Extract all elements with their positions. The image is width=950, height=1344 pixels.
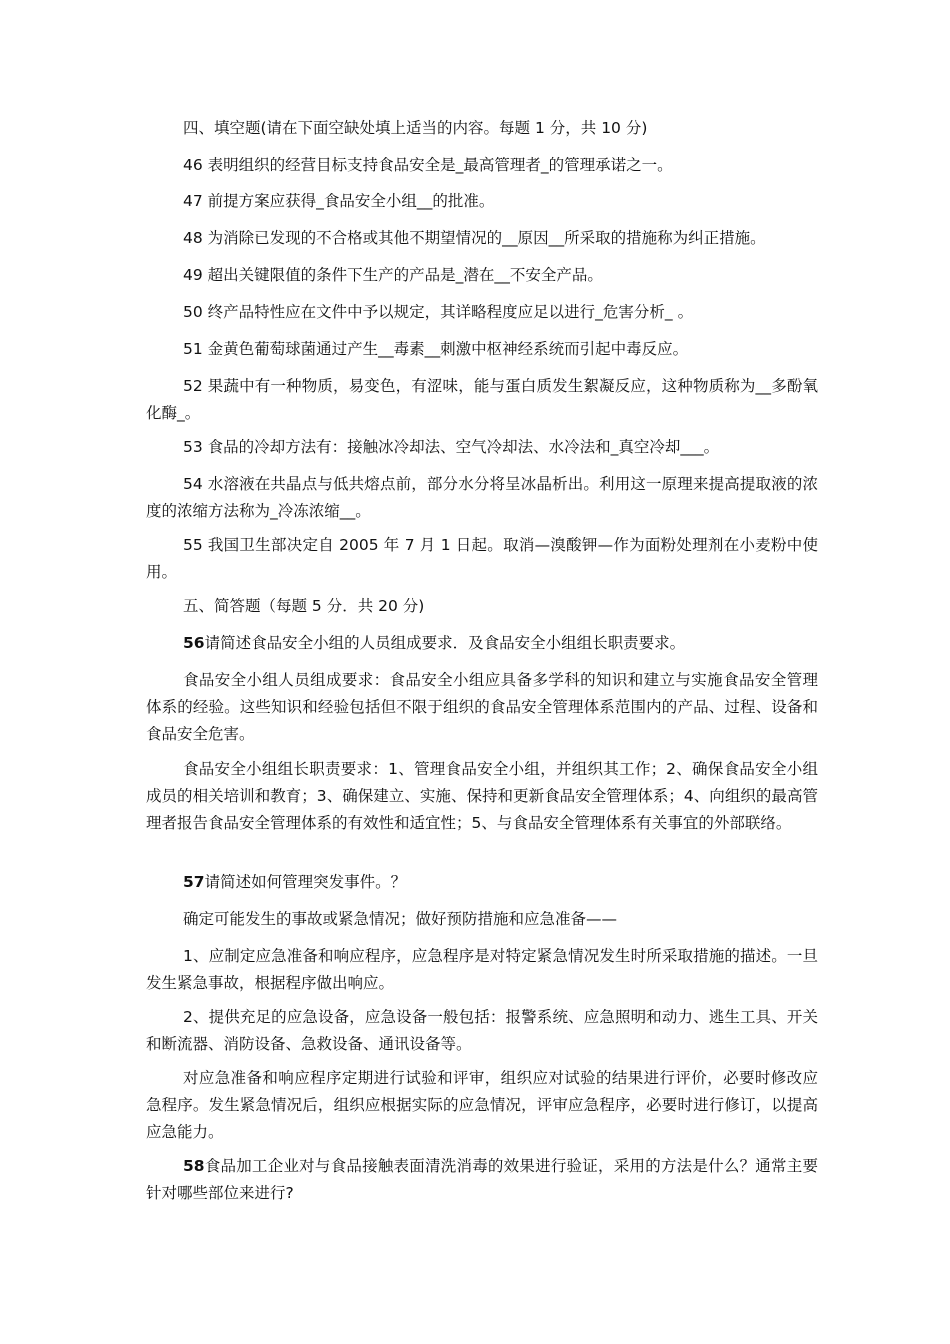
answer-57-review: 对应急准备和响应程序定期进行试验和评审，组织应对试验的结果进行评价，必要时修改应急程序。发生紧急情况后，组织应根据实际的应急情况，评审应急程序，必要时进行修订，以提高应急能力。 <box>146 1069 818 1141</box>
section-heading-fill-in: 四、填空题(请在下面空缺处填上适当的内容。每题 1 分，共 10 分) <box>183 119 648 137</box>
question-58 <box>146 1153 818 1207</box>
question-55: 55 我国卫生部决定自 2005 年 7 月 1 日起。取消—溴酸钾—作为面粉处理剂在小麦粉中使用。 <box>146 536 818 581</box>
question-47: 47 前提方案应获得_食品安全小组__的批准。 <box>183 192 495 210</box>
question-57 <box>146 869 818 896</box>
question-51: 51 金黄色葡萄球菌通过产生__毒素__刺激中枢神经系统而引起中毒反应。 <box>183 340 689 358</box>
question-text: 请简述食品安全小组的人员组成要求．及食品安全小组组长职责要求。 <box>204 634 686 652</box>
question-56 <box>146 630 818 657</box>
question-number: 58 <box>183 1157 205 1175</box>
question-48: 48 为消除已发现的不合格或其他不期望情况的__原因__所采取的措施称为纠正措施。 <box>183 229 766 247</box>
question-text: 食品加工企业对与食品接触表面清洗消毒的效果进行验证，采用的方法是什么？通常主要针对哪些部位来进行? <box>146 1157 818 1202</box>
section-heading-short-answer: 五、简答题（每题 5 分．共 20 分) <box>183 597 425 615</box>
answer-57-intro: 确定可能发生的事故或紧急情况；做好预防措施和应急准备—— <box>183 910 618 928</box>
question-50: 50 终产品特性应在文件中予以规定，其详略程度应足以进行_危害分析_ 。 <box>183 303 694 321</box>
question-number: 57 <box>183 873 205 891</box>
question-53: 53 食品的冷却方法有：接触冰冷却法、空气冷却法、水冷法和_真空冷却___。 <box>183 438 720 456</box>
answer-56-leader-duties: 食品安全小组组长职责要求：1、管理食品安全小组，并组织其工作；2、确保食品安全小组成员的相关培训和教育；3、确保建立、实施、保持和更新食品安全管理体系；4、向组织的最高管理者报告食品安全管理体系的有效性和适宜性；5、与食品安全管理体系有关事宜的外部联络。 <box>146 760 818 832</box>
question-number: 56 <box>183 634 205 652</box>
answer-57-item-2: 2、提供充足的应急设备，应急设备一般包括：报警系统、应急照明和动力、逃生工具、开关和断流器、消防设备、急救设备、通讯设备等。 <box>146 1008 818 1053</box>
question-49: 49 超出关键限值的条件下生产的产品是_潜在__不安全产品。 <box>183 266 603 284</box>
question-54: 54 水溶液在共晶点与低共熔点前，部分水分将呈冰晶析出。利用这一原理来提高提取液的浓度的浓缩方法称为_冷冻浓缩__。 <box>146 475 818 520</box>
question-text: 请简述如何管理突发事件。？ <box>204 873 407 891</box>
question-46: 46 表明组织的经营目标支持食品安全是_最高管理者_的管理承诺之一。 <box>183 156 673 174</box>
answer-56-composition: 食品安全小组人员组成要求：食品安全小组应具备多学科的知识和建立与实施食品安全管理体系的经验。这些知识和经验包括但不限于组织的食品安全管理体系范围内的产品、过程、设备和食品安全危害。 <box>146 671 818 743</box>
question-52: 52 果蔬中有一种物质，易变色，有涩味，能与蛋白质发生絮凝反应，这种物质称为__多酚氧化酶_。 <box>146 377 818 422</box>
answer-57-item-1: 1、应制定应急准备和响应程序，应急程序是对特定紧急情况发生时所采取措施的描述。一旦发生紧急事故，根据程序做出响应。 <box>146 947 818 992</box>
